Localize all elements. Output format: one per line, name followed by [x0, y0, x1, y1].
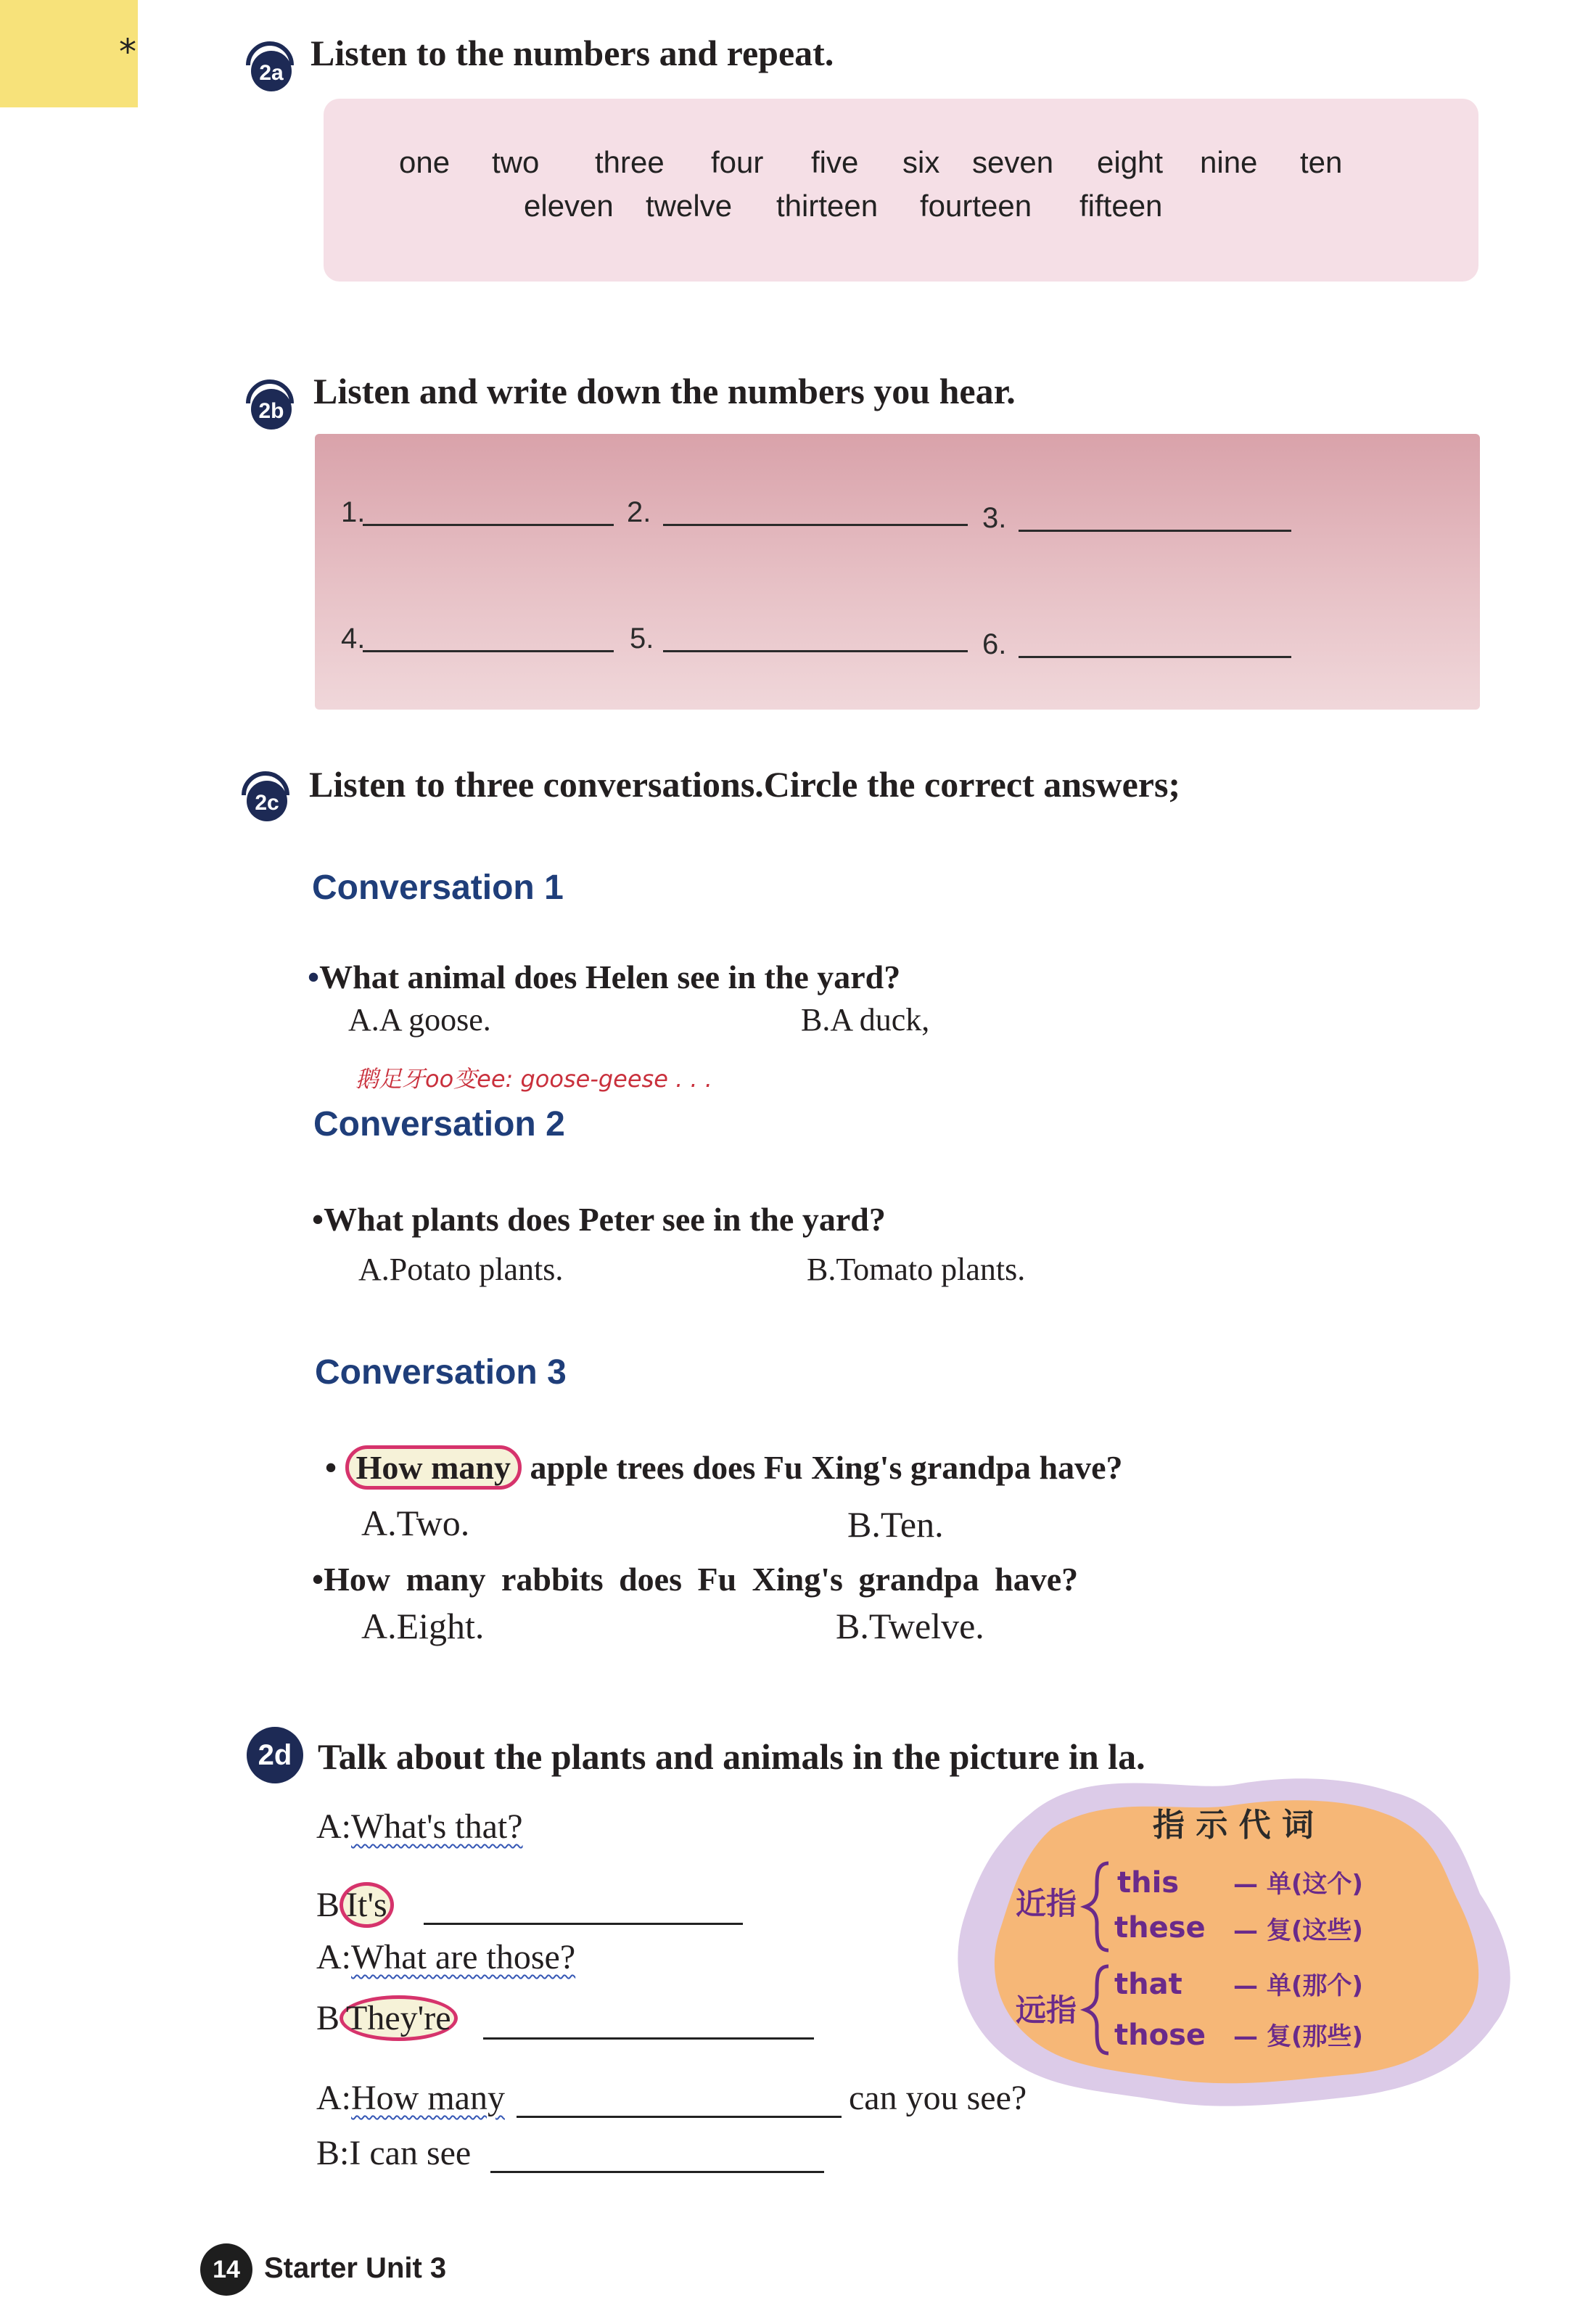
heading-2b: Listen and write down the numbers you hear.	[313, 371, 1016, 411]
conversation-1-title: Conversation 1	[312, 868, 564, 907]
note-card-gloss: — 单(这个)	[1233, 1870, 1363, 1899]
dialog-line-1	[316, 1807, 523, 1847]
note-card-near-label: 近指	[1016, 1886, 1077, 1921]
note-card-word: this	[1117, 1866, 1180, 1900]
answer-blank-1[interactable]	[363, 524, 614, 526]
option-a[interactable]: A.Two.	[361, 1503, 470, 1543]
numbers-box	[324, 99, 1478, 282]
speaker: B	[316, 1886, 340, 1924]
demonstrative-pronoun-note-card	[943, 1770, 1538, 2119]
dialog-line-2	[316, 1885, 394, 1925]
number-word: eleven	[524, 189, 614, 223]
speaker: B	[316, 1999, 340, 2037]
dialog-tail: can you see?	[849, 2079, 1027, 2117]
answer-line[interactable]	[490, 2171, 824, 2173]
number-word: eight	[1097, 145, 1164, 179]
page-number: 14	[200, 2243, 252, 2296]
number-word: fourteen	[920, 189, 1032, 223]
number-word: two	[492, 145, 540, 179]
bullet-icon: •	[312, 1201, 324, 1238]
option-b[interactable]: B.A duck,	[801, 1002, 930, 1038]
number-word: nine	[1200, 145, 1258, 179]
circled-word: They're	[340, 1995, 458, 2041]
bullet-icon: •	[325, 1449, 337, 1486]
note-card-gloss: — 复(那些)	[1233, 2022, 1363, 2051]
write-answers-box	[315, 434, 1480, 710]
speaker: A:	[316, 2079, 351, 2117]
section-badge-2d: 2d	[247, 1727, 303, 1783]
number-word: thirteen	[776, 189, 879, 223]
option-b[interactable]: B.Twelve.	[836, 1606, 984, 1646]
option-b[interactable]: B.Ten.	[847, 1504, 944, 1545]
unit-label: Starter Unit 3	[264, 2252, 447, 2284]
dialog-line-3	[316, 1937, 575, 1977]
svg-text:2a: 2a	[259, 61, 284, 85]
question-text: How many rabbits does Fu Xing's grandpa have?	[324, 1561, 1079, 1598]
handwritten-note: 鹅足牙oo变ee: goose-geese . . .	[355, 1065, 712, 1093]
question-text: apple trees does Fu Xing's grandpa have?	[530, 1449, 1123, 1486]
note-card-word: those	[1114, 2019, 1206, 2052]
svg-text:2c: 2c	[255, 791, 279, 815]
dialog-text: What are those?	[351, 1938, 576, 1976]
question-3	[325, 1448, 1123, 1487]
conversation-3-title: Conversation 3	[315, 1353, 567, 1392]
conversation-2-title: Conversation 2	[313, 1105, 565, 1143]
note-card-gloss: — 单(那个)	[1233, 1971, 1363, 2000]
answer-line[interactable]	[483, 2037, 814, 2040]
circled-word: It's	[340, 1882, 394, 1928]
answer-line[interactable]	[517, 2116, 842, 2118]
corner-tab	[0, 0, 138, 107]
note-card-word: that	[1114, 1968, 1182, 2001]
number-word: six	[902, 145, 940, 179]
answer-blank-3[interactable]	[1019, 530, 1291, 532]
blank-label: 3.	[982, 502, 1007, 534]
dialog-line-6: B:I can see	[316, 2134, 472, 2172]
number-word: twelve	[646, 189, 733, 223]
number-word: ten	[1300, 145, 1343, 179]
dialog-text: How many	[351, 2079, 505, 2117]
bullet-icon: •	[308, 958, 320, 995]
number-word: seven	[972, 145, 1054, 179]
question-1	[308, 958, 900, 996]
dialog-text: What's that?	[351, 1807, 523, 1846]
headphone-badge-icon	[235, 762, 296, 823]
answer-blank-5[interactable]	[663, 650, 968, 652]
answer-blank-2[interactable]	[663, 524, 968, 526]
blank-label: 1.	[341, 496, 366, 528]
dialog-line-4	[316, 1998, 458, 2038]
number-word: four	[711, 145, 764, 179]
blank-label: 2.	[627, 496, 651, 528]
blank-label: 6.	[982, 628, 1007, 660]
question-4	[312, 1560, 1078, 1598]
option-b[interactable]: B.Tomato plants.	[807, 1252, 1026, 1287]
option-a[interactable]: A.Eight.	[361, 1606, 485, 1646]
blank-label: 4.	[341, 623, 366, 654]
note-card-title: 指 示 代 词	[1153, 1807, 1314, 1844]
bullet-icon: •	[312, 1561, 324, 1598]
number-word: one	[399, 145, 451, 179]
blank-label: 5.	[630, 623, 654, 654]
circled-phrase: How many	[345, 1445, 522, 1490]
speaker: A:	[316, 1807, 351, 1846]
note-card-gloss: — 复(这些)	[1233, 1916, 1363, 1945]
answer-line[interactable]	[424, 1923, 743, 1925]
number-word: three	[595, 145, 665, 179]
question-2	[312, 1200, 886, 1239]
heading-2a: Listen to the numbers and repeat.	[310, 33, 834, 73]
question-text: What plants does Peter see in the yard?	[324, 1201, 886, 1238]
number-word: five	[811, 145, 859, 179]
dialog-line-5	[316, 2078, 505, 2118]
option-a[interactable]: A.A goose.	[348, 1002, 491, 1038]
star-mark: *	[119, 32, 136, 73]
headphone-badge-icon	[239, 32, 300, 93]
number-word: fifteen	[1079, 189, 1163, 223]
speaker: A:	[316, 1938, 351, 1976]
question-text: What animal does Helen see in the yard?	[319, 958, 901, 995]
note-card-far-label: 远指	[1016, 1992, 1077, 2028]
heading-2c: Listen to three conversations.Circle the correct answers;	[309, 764, 1181, 805]
svg-text:2b: 2b	[258, 399, 284, 423]
answer-blank-4[interactable]	[363, 650, 614, 652]
answer-blank-6[interactable]	[1019, 656, 1291, 658]
headphone-badge-icon	[239, 370, 300, 431]
option-a[interactable]: A.Potato plants.	[358, 1252, 564, 1287]
heading-2d: Talk about the plants and animals in the picture in la.	[318, 1736, 1145, 1777]
note-card-word: these	[1114, 1911, 1206, 1945]
